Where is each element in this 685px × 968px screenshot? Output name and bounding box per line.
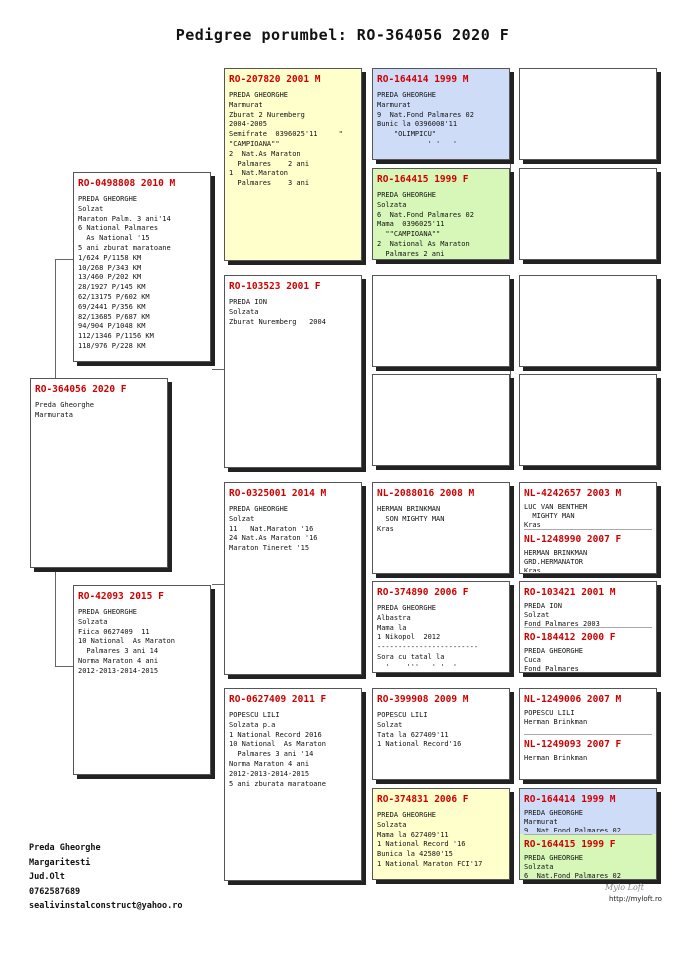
connector: [55, 259, 75, 379]
ring-number: NL-4242657 2003 M: [524, 488, 622, 499]
connector: [55, 567, 75, 667]
dds-card[interactable]: RO-399908 2009 M POPESCU LILI Solzat Tata la 627409'11 1 National Record'16: [372, 688, 510, 780]
owner-contact: [29, 841, 183, 914]
g5-pair-card[interactable]: NL-1249006 2007 M POPESCU LILI Herman Brinkman NL-1249093 2007 F Herman Brinkman: [519, 688, 657, 780]
ring-number: RO-164415 1999 F: [524, 839, 616, 850]
sdd-card-empty[interactable]: [372, 374, 510, 466]
g5-empty-card[interactable]: [519, 275, 657, 367]
ring-number: RO-164414 1999 M: [524, 794, 616, 805]
ring-number: RO-0325001 2014 M: [229, 488, 327, 499]
owner-county: Jud.Olt: [29, 872, 65, 882]
ring-number: RO-374890 2006 F: [377, 587, 469, 598]
ring-number: RO-103421 2001 M: [524, 587, 616, 598]
site-url[interactable]: http://myloft.ro: [609, 895, 662, 903]
ring-number: RO-184412 2000 F: [524, 632, 616, 643]
ring-number: RO-42093 2015 F: [78, 591, 164, 602]
ring-number: RO-207820 2001 M: [229, 74, 321, 85]
ring-number: RO-399908 2009 M: [377, 694, 469, 705]
ring-number: RO-0498808 2010 M: [78, 178, 176, 189]
dam-card[interactable]: RO-42093 2015 F PREDA GHEORGHE Solzata Fiica 0627409 11 10 National As Maraton Palmares 3 ani 14 Norma Maraton 4 ani 2012-2013-2014-2015: [73, 585, 211, 775]
ring-number: NL-1248990 2007 F: [524, 534, 622, 545]
g5-pair-card[interactable]: RO-103421 2001 M PREDA ION Solzat Fond Palmares 2003 RO-184412 2000 F PREDA GHEORGHE Cuca Fond Palmares: [519, 581, 657, 673]
sire-sire-card[interactable]: RO-207820 2001 M PREDA GHEORGHE Marmurat Zburat 2 Nuremberg 2004-2005 Semifrate 0396025'11 " "CAMPIOANA"" 2 Nat.As Maraton Palmares 2 ani 1 Nat.Maraton Palmares 3 ani: [224, 68, 362, 261]
owner-name: Preda Gheorghe: [29, 843, 101, 853]
ring-number: NL-2088016 2008 M: [377, 488, 475, 499]
ring-number: RO-103523 2001 F: [229, 281, 321, 292]
dsd-card[interactable]: RO-374890 2006 F PREDA GHEORGHE Albastra Mama la 1 Nikopol 2012 ------------------------ Sora cu tatal la ' ''' ' ' ': [372, 581, 510, 673]
dam-dam-card[interactable]: RO-0627409 2011 F POPESCU LILI Solzata p.a 1 National Record 2016 10 National As Maraton Palmares 3 ani '14 Norma Maraton 4 ani 2012-2013-2014-2015 5 ani zburata maratoane: [224, 688, 362, 881]
g5-empty-card[interactable]: [519, 374, 657, 466]
owner-phone: 0762587689: [29, 886, 81, 897]
ring-number: NL-1249093 2007 F: [524, 739, 622, 750]
ring-number: RO-374831 2006 F: [377, 794, 469, 805]
ring-number: RO-164415 1999 F: [377, 174, 469, 185]
ring-number: NL-1249006 2007 M: [524, 694, 622, 705]
ring-number: RO-364056 2020 F: [35, 384, 127, 395]
page-title: Pedigree porumbel: RO-364056 2020 F: [175, 26, 510, 44]
subject-card[interactable]: RO-364056 2020 F Preda Gheorghe Marmurata: [30, 378, 168, 568]
dam-sire-card[interactable]: RO-0325001 2014 M PREDA GHEORGHE Solzat 11 Nat.Maraton '16 24 Nat.As Maraton '16 Maraton Tineret '15: [224, 482, 362, 675]
g5-empty-card[interactable]: [519, 68, 657, 160]
loft-logo: Mylo Loft: [605, 883, 644, 892]
sire-dam-card[interactable]: RO-103523 2001 F PREDA ION Solzata Zburat Nuremberg 2004: [224, 275, 362, 468]
sire-card[interactable]: RO-0498808 2010 M PREDA GHEORGHE Solzat Maraton Palm. 3 ani'14 6 National Palmares As National '15 5 ani zburat maratoane 1/624 P/1158 KM 10/268 P/343 KM 13/460 P/202 KM 28/1927 P/145 KM 62/13175 P/602 KM 69/2441 P/356 KM 82/13685 P/687 KM 94/904 P/1048 KM 112/1346 P/1156 KM 118/976 P/228 KM: [73, 172, 211, 362]
ssd-card[interactable]: RO-164415 1999 F PREDA GHEORGHE Solzata 6 Nat.Fond Palmares 02 Mama 0396025'11 ""CAMPIOANA"" 2 National As Maraton Palmares 2 ani: [372, 168, 510, 260]
ring-number: RO-0627409 2011 F: [229, 694, 327, 705]
g5-pair-card[interactable]: NL-4242657 2003 M LUC VAN BENTHEM MIGHTY MAN Kras NL-1248990 2007 F HERMAN BRINKMAN GRD.HERMANATOR Kras: [519, 482, 657, 574]
g5-pair-card[interactable]: RO-164414 1999 M PREDA GHEORGHE Marmurat 9 Nat.Fond Palmares 02 RO-164415 1999 F PREDA GHEORGHE Solzata 6 Nat.Fond Palmares 02: [519, 788, 657, 880]
owner-locality: Margaritesti: [29, 857, 91, 868]
owner-email[interactable]: sealivinstalconstruct@yahoo.ro: [29, 901, 183, 911]
ddd-card[interactable]: RO-374831 2006 F PREDA GHEORGHE Solzata Mama la 627409'11 1 National Record '16 Bunica la 42580'15 1 National Maraton FCI'17: [372, 788, 510, 880]
dss-card[interactable]: NL-2088016 2008 M HERMAN BRINKMAN SON MIGHTY MAN Kras: [372, 482, 510, 574]
sss-card[interactable]: RO-164414 1999 M PREDA GHEORGHE Marmurat 9 Nat.Fond Palmares 02 Bunic la 0396008'11 "OLIMPICU" ' ' ': [372, 68, 510, 160]
g5-empty-card[interactable]: [519, 168, 657, 260]
sds-card-empty[interactable]: [372, 275, 510, 367]
ring-number: RO-164414 1999 M: [377, 74, 469, 85]
